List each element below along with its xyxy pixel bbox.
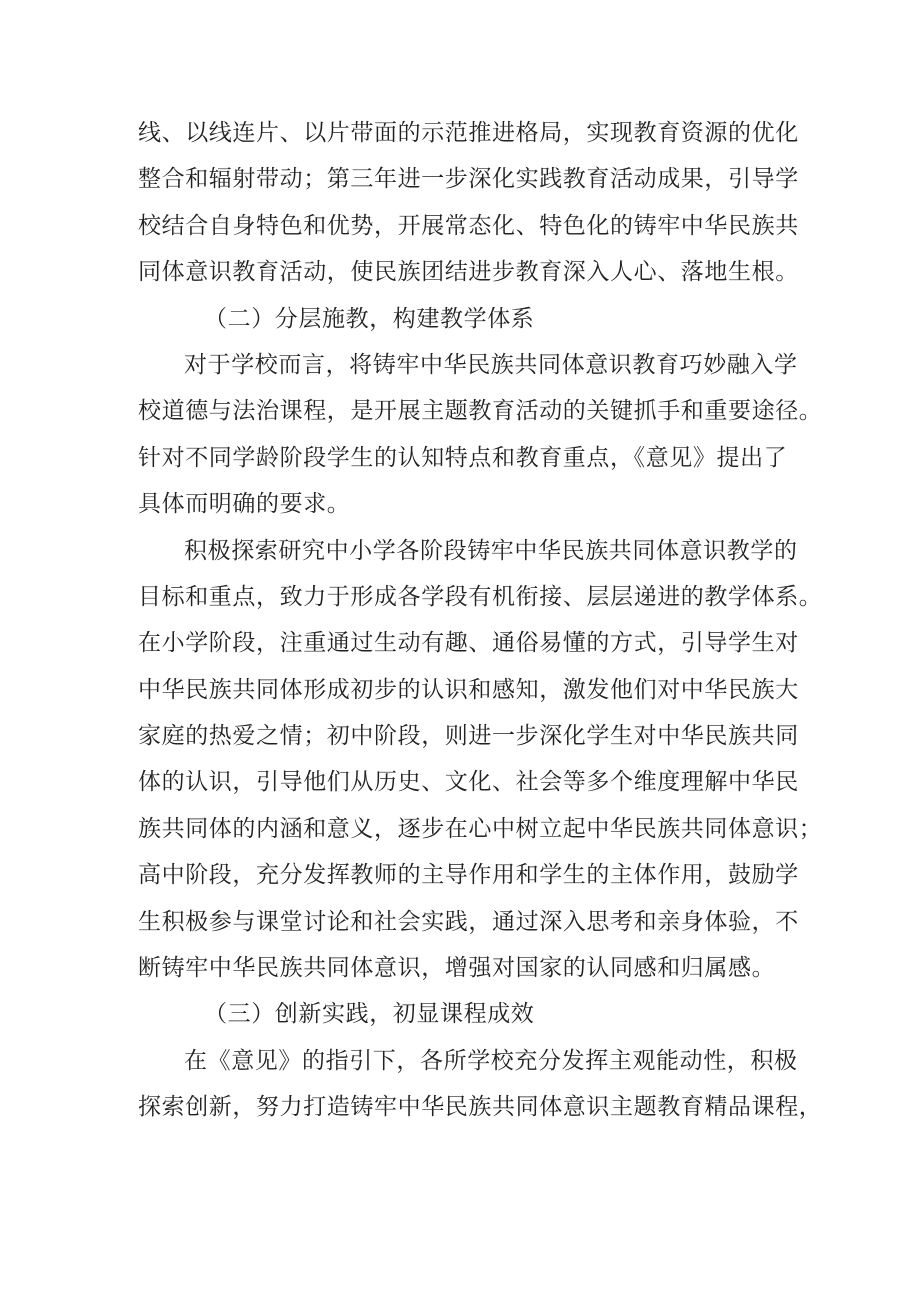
paragraph-line: 针对不同学龄阶段学生的认知特点和教育重点，《意见》提出了 (138, 444, 788, 471)
paragraph-line: 同体意识教育活动，使民族团结进步教育深入人心、落地生根。 (138, 259, 799, 286)
paragraph-line: 目标和重点，致力于形成各学段有机衔接、层层递进的教学体系。 (138, 583, 823, 610)
paragraph-line: 具体而明确的要求。 (138, 491, 351, 518)
paragraph-line: 族共同体的内涵和意义，逐步在心中树立起中华民族共同体意识； (138, 815, 823, 842)
paragraph-line: 在《意见》的指引下，各所学校充分发挥主观能动性，积极 (184, 1047, 798, 1074)
paragraph-line: 校道德与法治课程，是开展主题教育活动的关键抓手和重要途径。 (138, 398, 823, 425)
paragraph-line: 在小学阶段，注重通过生动有趣、通俗易懂的方式，引导学生对 (138, 630, 799, 657)
section-heading-2: （二）分层施教，构建教学体系 (204, 305, 535, 332)
paragraph-line: 线、以线连片、以片带面的示范推进格局，实现教育资源的优化 (138, 120, 799, 146)
paragraph-line: 对于学校而言，将铸牢中华民族共同体意识教育巧妙融入学 (184, 351, 798, 378)
paragraph-line: 体的认识，引导他们从历史、文化、社会等多个维度理解中华民 (138, 769, 799, 796)
paragraph-line: 探索创新，努力打造铸牢中华民族共同体意识主题教育精品课程， (138, 1094, 823, 1121)
paragraph-line: 断铸牢中华民族共同体意识，增强对国家的认同感和归属感。 (138, 955, 776, 982)
paragraph-line: 家庭的热爱之情；初中阶段，则进一步深化学生对中华民族共同 (138, 723, 799, 750)
paragraph-line: 生积极参与课堂讨论和社会实践，通过深入思考和亲身体验，不 (138, 908, 799, 935)
paragraph-line: 高中阶段，充分发挥教师的主导作用和学生的主体作用，鼓励学 (138, 862, 799, 889)
document-body (138, 110, 823, 1131)
paragraph-line: 积极探索研究中小学各阶段铸牢中华民族共同体意识教学的 (184, 537, 798, 564)
paragraph-line: 中华民族共同体形成初步的认识和感知，激发他们对中华民族大 (138, 676, 799, 703)
section-heading-3: （三）创新实践，初显课程成效 (204, 1001, 535, 1028)
paragraph-line: 校结合自身特色和优势，开展常态化、特色化的铸牢中华民族共 (138, 212, 799, 239)
paragraph-line: 整合和辐射带动；第三年进一步深化实践教育活动成果，引导学 (138, 166, 799, 193)
